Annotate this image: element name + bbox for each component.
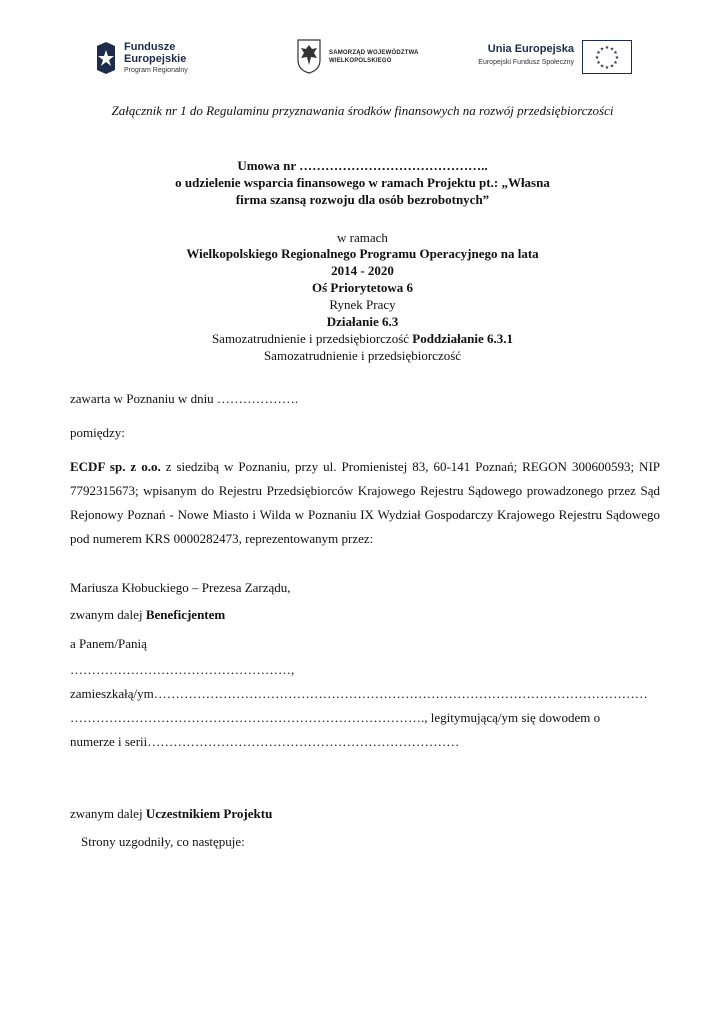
svg-text:★: ★ [599,46,605,53]
eu-logo [462,40,632,80]
logo-bar [0,34,725,84]
between-label: pomiędzy: [70,425,125,440]
annex-title: Załącznik nr 1 do Regulaminu przyznawania środków finansowych na rozwój przedsiębiorczości [111,103,614,118]
svg-text:★: ★ [609,63,615,70]
fe-logo-line1: Fundusze [124,41,176,53]
hereinafter-prefix-2: zwanym dalej [70,806,146,821]
measure-name: Samozatrudnienie i przedsiębiorczość [211,331,410,346]
submeasure-name: Samozatrudnienie i przedsiębiorczość [263,348,462,363]
hereinafter-prefix: zwanym dalej [70,607,146,622]
company-description: z siedzibą w Poznaniu, przy ul. Promienistej 83, 60-141 Poznań; REGON 300600593; NIP 7792315673; wpisanym do Rejestru Przedsiębiorców Krajowego Rejestru Sądowego prowadzonego przez Sąd Rejonowy Poznań - Nowe Miasto i Wilda w Poznaniu IX Wydział Gospodarczy Krajowego Rejestru Sądowego pod numerem KRS 0000282473, reprezentowanym przez: [70,459,660,546]
programme-years: 2014 - 2020 [331,263,394,278]
id-series-line: numerze i serii……………………………………………………………… [70,734,460,749]
eu-logo-line2: Europejski Fundusz Społeczny [478,59,574,66]
wlkp-logo-line1: SAMORZĄD WOJEWÓDZTWA [329,50,419,56]
wlkp-logo-line2: WIELKOPOLSKIEGO [329,58,392,64]
svg-text:★: ★ [613,60,618,66]
svg-text:★: ★ [599,63,605,70]
participant-term: Uczestnikiem Projektu [145,806,273,821]
fe-star-icon [95,40,117,76]
svg-text:★: ★ [604,65,610,71]
eu-logo-line1: Unia Europejska [487,43,574,55]
wielkopolska-logo [296,38,426,78]
submeasure: Poddziałanie 6.3.1 [412,331,514,346]
contract-number: Umowa nr …………………………………….. [237,158,488,173]
programme-name: Wielkopolskiego Regionalnego Programu Operacyjnego na lata [186,246,539,261]
hereinafter-beneficiary [70,607,225,623]
fe-logo-line2: Europejskie [124,53,187,65]
representative: Mariusza Kłobuckiego – Prezesa Zarządu, [70,580,291,595]
svg-text:★: ★ [596,50,601,56]
svg-text:★: ★ [596,60,601,66]
measure: Działanie 6.3 [326,314,399,329]
measure-line [100,330,625,347]
fe-logo-line3: Program Regionalny [124,67,188,74]
parties-agreed: Strony uzgodniły, co następuje: [81,834,245,849]
beneficiary-term: Beneficjentem [145,607,226,622]
within-label: w ramach [337,230,388,245]
company-paragraph [70,455,660,551]
svg-text:★: ★ [614,55,620,61]
contract-subject: o udzielenie wsparcia finansowego w ramach Projektu pt.: „Własna firma szansą rozwoju dla osób bezrobotnych” [175,175,550,207]
residence-field-line: zamieszkałą/ym…………………………………………………………………………………………………… [70,686,648,701]
svg-text:★: ★ [594,55,600,61]
mr-mrs-label: a Panem/Panią [70,636,147,651]
priority-axis-name: Rynek Pracy [329,297,396,312]
concluded-line: zawarta w Poznaniu w dniu ………………. [70,391,299,406]
company-name: ECDF sp. z o.o. [70,459,161,474]
priority-axis: Oś Priorytetowa 6 [311,280,414,295]
id-document-line: ………………………………………………………………………., legitymującą/ym się dowodem o [70,710,601,725]
eagle-crest-icon [296,38,322,74]
fundusze-europejskie-logo [95,38,215,78]
name-field-line: ……………………………………………, [70,662,295,677]
hereinafter-participant [70,806,272,822]
svg-text:★: ★ [609,46,615,53]
eu-flag-icon [582,40,632,74]
svg-text:★: ★ [604,45,610,51]
svg-text:★: ★ [613,50,618,56]
